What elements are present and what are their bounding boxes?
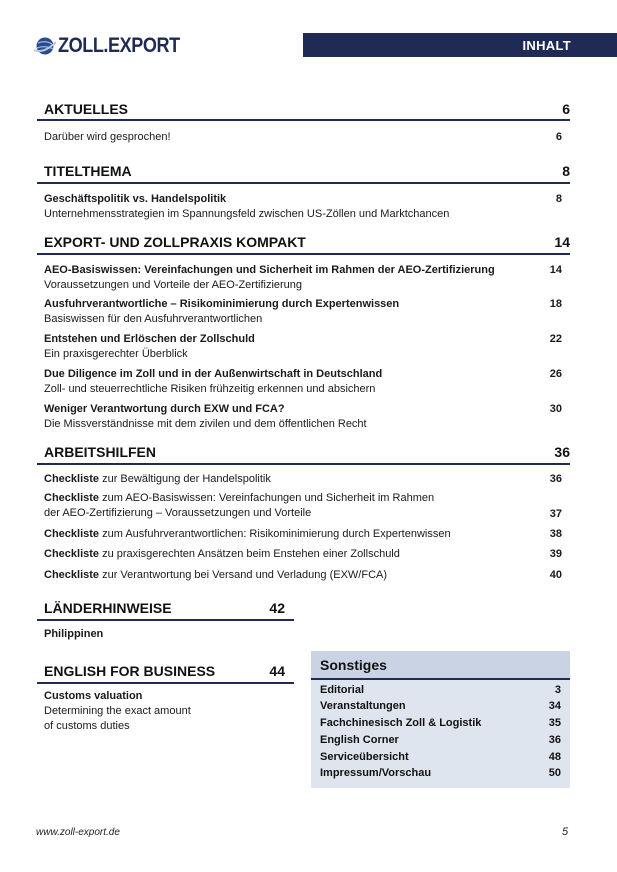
entry-subtitle: Ein praxisgerechter Überblick <box>44 348 188 360</box>
entry-subtitle: Die Missverständnisse mit dem zivilen und dem öffentlichen Recht <box>44 418 367 430</box>
section-praxis-heading[interactable] <box>44 234 570 250</box>
item-page: 36 <box>548 734 561 746</box>
entry-subtitle: Zoll- und steuerrechtliche Risiken frühzeitig erkennen und absichern <box>44 383 376 395</box>
section-titelthema-heading[interactable] <box>44 163 570 179</box>
checklist-text: zu praxisgerechten Ansätzen beim Enstehen einer Zollschuld <box>99 548 400 560</box>
item-label: Impressum/Vorschau <box>320 767 432 779</box>
footer-url[interactable]: www.zoll-export.de <box>36 827 120 838</box>
entry-title: Darüber wird gesprochen! <box>44 131 171 143</box>
sonstiges-item[interactable] <box>320 750 561 765</box>
checklist-entry[interactable] <box>44 547 562 562</box>
section-rule <box>37 463 570 465</box>
section-title: ARBEITSHILFEN <box>44 444 156 460</box>
section-english-heading[interactable] <box>44 663 285 679</box>
section-page: 36 <box>554 444 570 460</box>
entry-title: Weniger Verantwortung durch EXW und FCA? <box>44 403 285 415</box>
section-page: 42 <box>269 600 285 616</box>
item-page: 48 <box>548 751 561 763</box>
entry-page: 37 <box>549 508 562 520</box>
sonstiges-rule <box>311 678 570 680</box>
section-laender-heading[interactable] <box>44 600 285 616</box>
entry-page: 36 <box>549 473 562 485</box>
toc-entry[interactable] <box>44 192 562 222</box>
entry-page: 18 <box>549 298 562 310</box>
checklist-label: Checkliste <box>44 473 100 485</box>
section-rule <box>37 619 294 621</box>
section-aktuelles-heading[interactable] <box>44 101 570 117</box>
entry-title: Geschäftspolitik vs. Handelspolitik <box>44 193 227 205</box>
globe-swoosh-icon <box>34 35 56 57</box>
sonstiges-item[interactable] <box>320 766 561 781</box>
entry-page: 14 <box>549 264 562 276</box>
toc-entry[interactable] <box>44 263 562 293</box>
entry-page: 26 <box>549 368 562 380</box>
entry-title: AEO-Basiswissen: Vereinfachungen und Sicherheit im Rahmen der AEO-Zertifizierung <box>44 264 495 276</box>
toc-entry[interactable] <box>44 367 562 397</box>
checklist-label: Checkliste <box>44 492 100 504</box>
section-title: LÄNDERHINWEISE <box>44 600 172 616</box>
checklist-entry[interactable] <box>44 527 562 542</box>
checklist-entry[interactable] <box>44 472 562 487</box>
item-page: 35 <box>548 717 561 729</box>
section-rule <box>37 119 570 121</box>
item-label: English Corner <box>320 734 399 746</box>
section-title: ENGLISH FOR BUSINESS <box>44 663 216 679</box>
toc-entry[interactable] <box>44 130 562 145</box>
entry-page: 39 <box>549 548 562 560</box>
item-page: 3 <box>554 684 561 696</box>
entry-subtitle: Basiswissen für den Ausfuhrverantwortlichen <box>44 313 263 325</box>
toc-entry[interactable] <box>44 402 562 432</box>
entry-title: Ausfuhrverantwortliche – Risikominimierung durch Expertenwissen <box>44 298 400 310</box>
section-rule <box>37 182 570 184</box>
section-rule <box>37 682 294 684</box>
entry-page: 6 <box>555 131 562 143</box>
toc-entry[interactable] <box>44 689 285 734</box>
header-bar: INHALT <box>303 33 617 57</box>
entry-subtitle-line2: of customs duties <box>44 720 130 732</box>
toc-entry[interactable] <box>44 627 285 642</box>
section-title: EXPORT- UND ZOLLPRAXIS KOMPAKT <box>44 234 306 250</box>
toc-entry[interactable] <box>44 297 562 327</box>
entry-title: Due Diligence im Zoll und in der Außenwirtschaft in Deutschland <box>44 368 383 380</box>
checklist-entry[interactable] <box>44 568 562 583</box>
item-label: Veranstaltungen <box>320 700 406 712</box>
section-arbeitshilfen-heading[interactable] <box>44 444 570 460</box>
checklist-text: zum AEO-Basiswissen: Vereinfachungen und Sicherheit im Rahmen <box>99 492 435 504</box>
toc-entry[interactable] <box>44 332 562 362</box>
item-page: 34 <box>548 700 561 712</box>
item-label: Fachchinesisch Zoll & Logistik <box>320 717 482 729</box>
entry-page: 30 <box>549 403 562 415</box>
section-page: 44 <box>269 663 285 679</box>
item-page: 50 <box>548 767 561 779</box>
sonstiges-title: Sonstiges <box>320 657 387 673</box>
sonstiges-item[interactable] <box>320 733 561 748</box>
section-page: 8 <box>562 163 570 179</box>
entry-title: Customs valuation <box>44 690 143 702</box>
entry-page: 22 <box>549 333 562 345</box>
checklist-label: Checkliste <box>44 569 100 581</box>
entry-page: 40 <box>549 569 562 581</box>
item-label: Serviceübersicht <box>320 751 409 763</box>
logo-text: ZOLL.EXPORT <box>58 34 180 57</box>
checklist-text: zum Ausfuhrverantwortlichen: Risikominimierung durch Expertenwissen <box>99 528 451 540</box>
entry-title: Philippinen <box>44 628 104 640</box>
checklist-text: zur Bewältigung der Handelspolitik <box>99 473 271 485</box>
entry-subtitle: Voraussetzungen und Vorteile der AEO-Zertifizierung <box>44 279 303 291</box>
entry-page: 8 <box>555 193 562 205</box>
entry-title: Entstehen und Erlöschen der Zollschuld <box>44 333 255 345</box>
entry-page: 38 <box>549 528 562 540</box>
sonstiges-item[interactable] <box>320 683 561 698</box>
checklist-text-line2: der AEO-Zertifizierung – Voraussetzungen und Vorteile <box>44 507 312 519</box>
section-page: 6 <box>562 101 570 117</box>
section-rule <box>37 253 570 255</box>
checklist-entry[interactable] <box>44 491 562 521</box>
checklist-text: zur Verantwortung bei Versand und Verladung (EXW/FCA) <box>99 569 388 581</box>
entry-subtitle: Unternehmensstrategien im Spannungsfeld zwischen US-Zöllen und Marktchancen <box>44 208 450 220</box>
item-label: Editorial <box>320 684 365 696</box>
section-title: AKTUELLES <box>44 101 128 117</box>
checklist-label: Checkliste <box>44 528 100 540</box>
page-number: 5 <box>562 826 569 838</box>
checklist-label: Checkliste <box>44 548 100 560</box>
section-title: TITELTHEMA <box>44 163 132 179</box>
sonstiges-item[interactable] <box>320 716 561 731</box>
entry-subtitle: Determining the exact amount <box>44 705 191 717</box>
section-page: 14 <box>554 234 570 250</box>
brand-logo <box>34 32 200 60</box>
sonstiges-item[interactable] <box>320 699 561 714</box>
